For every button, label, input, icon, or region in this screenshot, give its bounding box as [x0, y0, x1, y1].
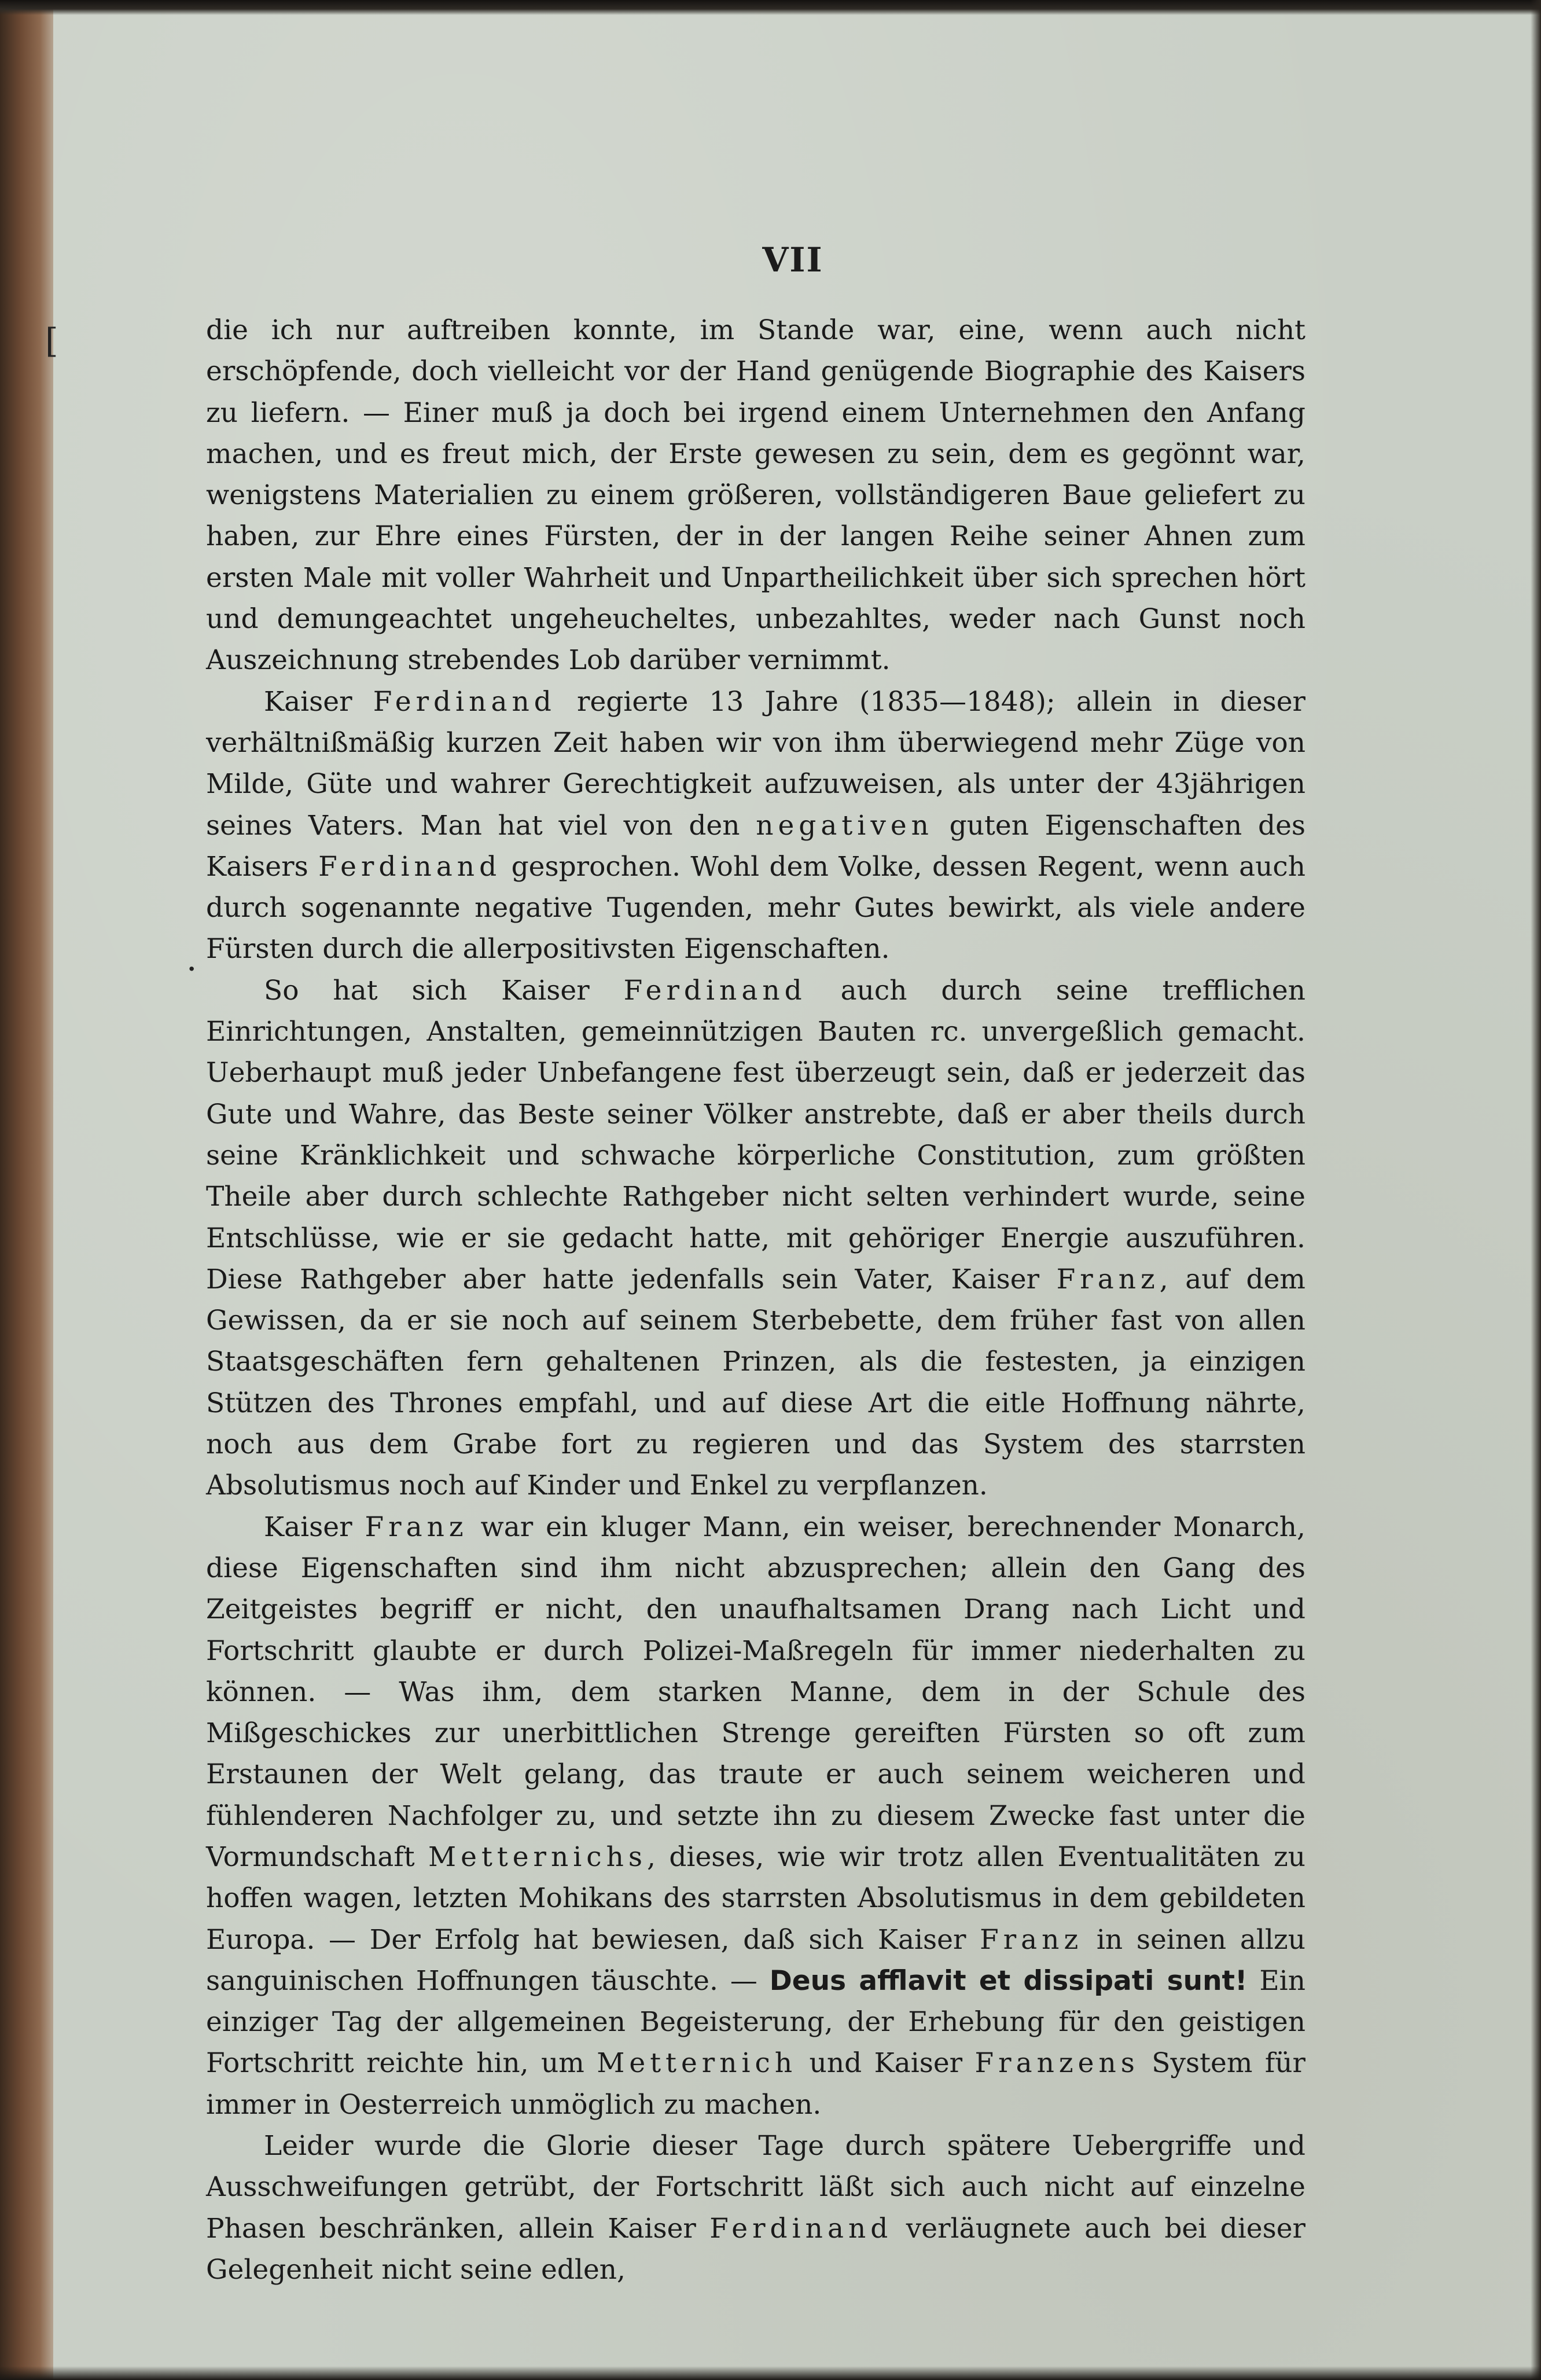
name-franz: Franz [1056, 1263, 1160, 1295]
paragraph-3 [206, 970, 1305, 1507]
paragraph-1 [206, 310, 1305, 681]
right-scan-edge [1531, 0, 1541, 2380]
paragraph-2 [206, 681, 1305, 970]
name-franzens: Franzens [974, 2047, 1139, 2080]
name-metternich: Metternich [597, 2047, 797, 2080]
paragraph-4 [206, 1507, 1305, 2125]
name-franz: Franz [980, 1923, 1083, 1956]
text-run: regierte 13 Jahre (1835—1848); allein in dieser verhältnißmäßig kurzen Zeit haben wir von ihm überwiegend mehr Züge von Milde, Güte und wahrer Gerechtigkeit aufzuweisen, als unter der 43jährigen seines Vaters. Man hat viel von den [206, 685, 1306, 842]
name-ferdinand: Ferdinand [318, 850, 502, 883]
text-run: in seinen allzu sanguinischen Hoffnungen täuschte. [206, 1923, 1305, 1997]
name-franz: Franz [365, 1511, 468, 1543]
name-ferdinand: Ferdinand [373, 685, 556, 718]
text-run: verläugnete auch bei dieser Gelegenheit nicht seine edlen, [206, 2212, 1305, 2286]
name-ferdinand: Ferdinand [709, 2212, 893, 2245]
page-number: VII [762, 240, 823, 280]
dash: — [730, 1964, 757, 1997]
margin-bracket-mark: [ [45, 321, 58, 361]
name-metternichs: Metternichs [428, 1841, 648, 1873]
text-run: guten Eigenschaften des Kaisers [206, 809, 1305, 883]
text-run: Kaiser [264, 1511, 352, 1543]
text-run: , dieses, wie wir trotz allen Eventualitäten zu hoffen wagen, letzten Mohikans des starrsten Absolutismus in dem gebildeten Europa. — Der Erfolg hat bewiesen, daß sich Kaiser [206, 1841, 1305, 1956]
body-text [206, 310, 1305, 2290]
name-ferdinand: Ferdinand [623, 974, 807, 1007]
text-run: auch durch seine trefflichen Einrichtungen, Anstalten, gemeinnützigen Bauten rc. unvergeßlich gemacht. Ueberhaupt muß jeder Unbefangene fest überzeugt sein, daß er jederzeit das Gute und Wahre, das Beste seiner Völker anstrebte, daß er aber theils durch seine Kränklichkeit und schwache körperliche Constitution, zum größten Theile aber durch schlechte Rathgeber nicht selten verhindert wurde, seine Entschlüsse, wie er sie gedacht hatte, mit gehöriger Energie auszuführen. Diese Rathgeber aber hatte jedenfalls sein Vater, Kaiser [206, 974, 1305, 1295]
margin-dot-mark: · [186, 949, 197, 989]
text-run: So hat sich Kaiser [264, 974, 590, 1007]
text-run: und Kaiser [809, 2047, 963, 2080]
text-run: war ein kluger Mann, ein weiser, berechnender Monarch, diese Eigenschaften sind ihm nicht abzusprechen; allein den Gang des Zeitgeistes begriff er nicht, den unaufhaltsamen Drang nach Licht und Fortschritt glaubte er durch Polizei-Maßregeln für immer niederhalten zu können. — Was ihm, dem starken Manne, dem in der Schule des Mißgeschickes zur unerbittlichen Strenge gereiften Fürsten so oft zum Erstaunen der Welt gelang, das traute er auch seinem weicheren und fühlenderen Nachfolger zu, und setzte ihn zu diesem Zwecke fast unter die Vormundschaft [206, 1511, 1305, 1873]
bottom-scan-edge [0, 2366, 1541, 2380]
latin-quote: Deus afflavit et dissipati sunt! [769, 1964, 1248, 1997]
emphasis-negativen: negativen [756, 809, 933, 842]
text-run: , auf dem Gewissen, da er sie noch auf seinem Sterbebette, dem früher fast von allen Staatsgeschäften fern gehaltenen Prinzen, als die festesten, ja einzigen Stützen des Thrones empfahl, und auf diese Art die eitle Hoffnung nährte, noch aus dem Grabe fort zu regieren und das System des starrsten Absolutismus noch auf Kinder und Enkel zu verpflanzen. [206, 1263, 1305, 1502]
text-run: gesprochen. Wohl dem Volke, dessen Regent, wenn auch durch sogenannte negative Tugenden, mehr Gutes bewirkt, als viele andere Fürsten durch die allerpositivsten Eigenschaften. [206, 850, 1305, 965]
paragraph-5 [206, 2125, 1305, 2290]
text-run: System für immer in Oesterreich unmöglich zu machen. [206, 2047, 1305, 2121]
top-scan-edge [0, 0, 1541, 15]
text-run: Leider wurde die Glorie dieser Tage durch spätere Uebergriffe und Ausschweifungen getrübt, der Fortschritt läßt sich auch nicht auf einzelne Phasen beschränken, allein Kaiser [206, 2130, 1305, 2245]
paragraph-text: die ich nur auftreiben konnte, im Stande war, eine, wenn auch nicht erschöpfende, doch vielleicht vor der Hand genügende Biographie des Kaisers zu liefern. — Einer muß ja doch bei irgend einem Unternehmen den Anfang machen, und es freut mich, der Erste gewesen zu sein, dem es gegönnt war, wenigstens Materialien zu einem größeren, vollständigeren Baue geliefert zu haben, zur Ehre eines Fürsten, der in der langen Reihe seiner Ahnen zum ersten Male mit voller Wahrheit und Unpartheilichkeit über sich sprechen hört und demungeachtet ungeheucheltes, unbezahltes, weder nach Gunst noch Auszeichnung strebendes Lob darüber vernimmt. [206, 314, 1305, 677]
text-run: Ein einziger Tag der allgemeinen Begeisterung, der Erhebung für den geistigen Fortschritt reichte hin, um [206, 1964, 1305, 2080]
text-run: Kaiser [264, 685, 352, 718]
